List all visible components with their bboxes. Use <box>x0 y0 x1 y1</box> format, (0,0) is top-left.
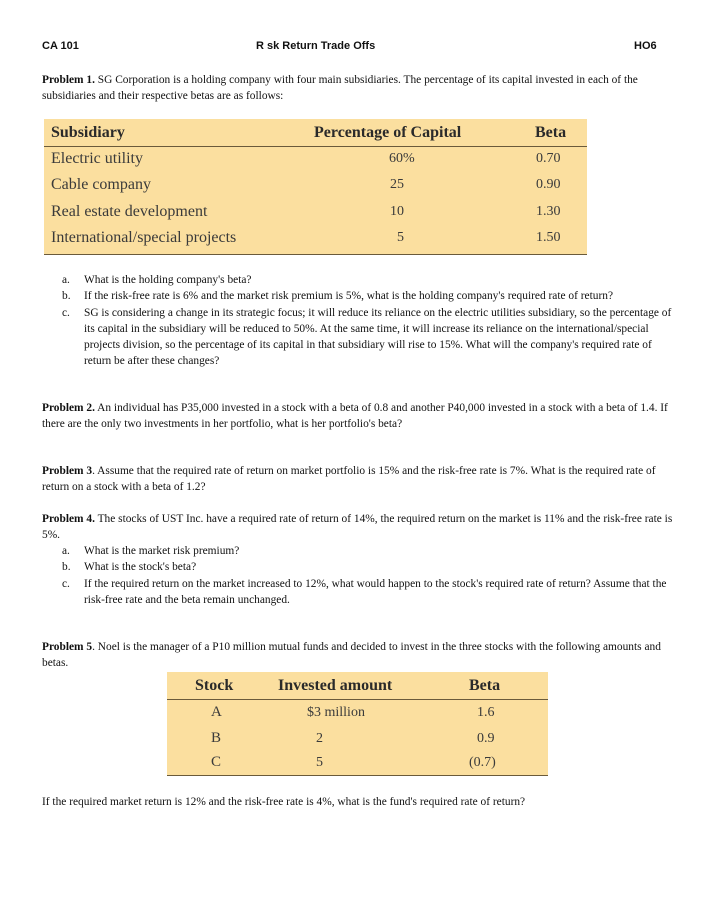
item-text: What is the holding company's beta? <box>84 274 252 286</box>
problem-2 <box>42 400 678 433</box>
list-item <box>62 288 678 304</box>
table-cell: B <box>211 730 222 746</box>
item-marker: c. <box>62 577 70 590</box>
column-header-invested-amount: Invested amount <box>278 677 393 694</box>
item-text: If the required return on the market increased to 12%, what would happen to the stock's required rate of return? Assume that the risk-free rate and the beta remain unchanged. <box>84 577 667 606</box>
problem-5-text: . Noel is the manager of a P10 million mutual funds and decided to invest in the three stocks with the following amounts and betas. <box>42 641 661 670</box>
table-cell: 25 <box>390 177 404 192</box>
item-marker: b. <box>62 290 71 303</box>
problem-1-intro <box>42 72 678 105</box>
item-text: What is the market risk premium? <box>84 545 240 557</box>
item-text: If the risk-free rate is 6% and the market risk premium is 5%, what is the holding company's required rate of return? <box>84 290 614 303</box>
item-marker: a. <box>62 274 70 286</box>
table-cell: 1.50 <box>536 230 561 245</box>
column-header-beta: Beta <box>535 124 567 141</box>
list-item <box>62 543 678 559</box>
table-bottom-rule <box>44 254 587 255</box>
course-code: CA 101 <box>42 40 79 52</box>
column-header-stock: Stock <box>195 677 234 694</box>
table-cell: C <box>211 754 222 770</box>
problem-1-questions <box>62 272 678 370</box>
table-cell: Electric utility <box>51 150 143 167</box>
list-item <box>62 305 678 370</box>
problem-3-text: . Assume that the required rate of return on market portfolio is 15% and the risk-free rate is 7%. What is the required rate of return on a stock with a beta of 1.2? <box>42 465 656 494</box>
table-cell: (0.7) <box>469 755 496 770</box>
stock-table <box>167 672 548 776</box>
item-text: SG is considering a change in its strategic focus; it will reduce its reliance on the electric utilities subsidiary, so the percentage of its capital in the subsidiary will be reduced to 50%. At the same time, it will increase its reliance on the international/special projects division, so the percentage of its capital in that subsidiary will rise to 15%. What will the company's required rate of return be after these changes? <box>84 306 672 368</box>
item-marker: c. <box>62 306 70 319</box>
table-cell: 1.30 <box>536 204 561 219</box>
problem-3 <box>42 463 678 496</box>
table-cell: Cable company <box>51 176 151 193</box>
column-header-subsidiary: Subsidiary <box>51 124 125 141</box>
table-cell: 0.90 <box>536 177 561 192</box>
table-cell: International/special projects <box>51 229 237 246</box>
problem-4-questions <box>62 543 678 608</box>
problem-5-label: Problem 5 <box>42 641 93 653</box>
problem-4-label: Problem 4. <box>42 513 95 525</box>
table-bottom-rule <box>167 775 548 776</box>
table-cell: 10 <box>390 204 404 219</box>
document-title: R sk Return Trade Offs <box>256 40 376 52</box>
table-cell: Real estate development <box>51 203 208 220</box>
column-header-beta: Beta <box>469 677 501 694</box>
problem-2-label: Problem 2. <box>42 402 95 414</box>
item-text: What is the stock's beta? <box>84 561 197 574</box>
table-cell: A <box>211 704 222 720</box>
item-marker: b. <box>62 561 71 574</box>
list-item <box>62 272 678 288</box>
problem-1-label: Problem 1. <box>42 74 95 86</box>
column-header-percentage: Percentage of Capital <box>314 124 462 141</box>
problem-3-label: Problem 3 <box>42 465 93 477</box>
subsidiary-table <box>44 119 587 255</box>
handout-number: HO6 <box>634 40 657 52</box>
problem-5-intro <box>42 639 678 672</box>
table-cell: 60% <box>389 151 415 166</box>
problem-5-question: If the required market return is 12% and the risk-free rate is 4%, what is the fund's required rate of return? <box>42 796 526 808</box>
table-cell: 1.6 <box>477 705 495 720</box>
list-item <box>62 559 678 575</box>
table-cell: 5 <box>316 755 323 770</box>
table-cell: 0.70 <box>536 151 561 166</box>
list-item <box>62 576 678 609</box>
problem-4-intro <box>42 511 678 544</box>
table-cell: 5 <box>397 230 404 245</box>
table-cell: $3 million <box>307 705 365 720</box>
table-cell: 2 <box>316 731 323 746</box>
problem-1-text: SG Corporation is a holding company with four main subsidiaries. The percentage of its capital invested in each of the subsidiaries and their respective betas are as follows: <box>42 74 638 103</box>
table-cell: 0.9 <box>477 731 495 746</box>
item-marker: a. <box>62 545 70 557</box>
problem-2-text: An individual has P35,000 invested in a stock with a beta of 0.8 and another P40,000 invested in a stock with a beta of 1.4. If there are the only two investments in her portfolio, what is her portfolio's beta? <box>42 402 668 431</box>
problem-4-text: The stocks of UST Inc. have a required rate of return of 14%, the required return on the market is 11% and the risk-free rate is 5%. <box>42 513 673 542</box>
